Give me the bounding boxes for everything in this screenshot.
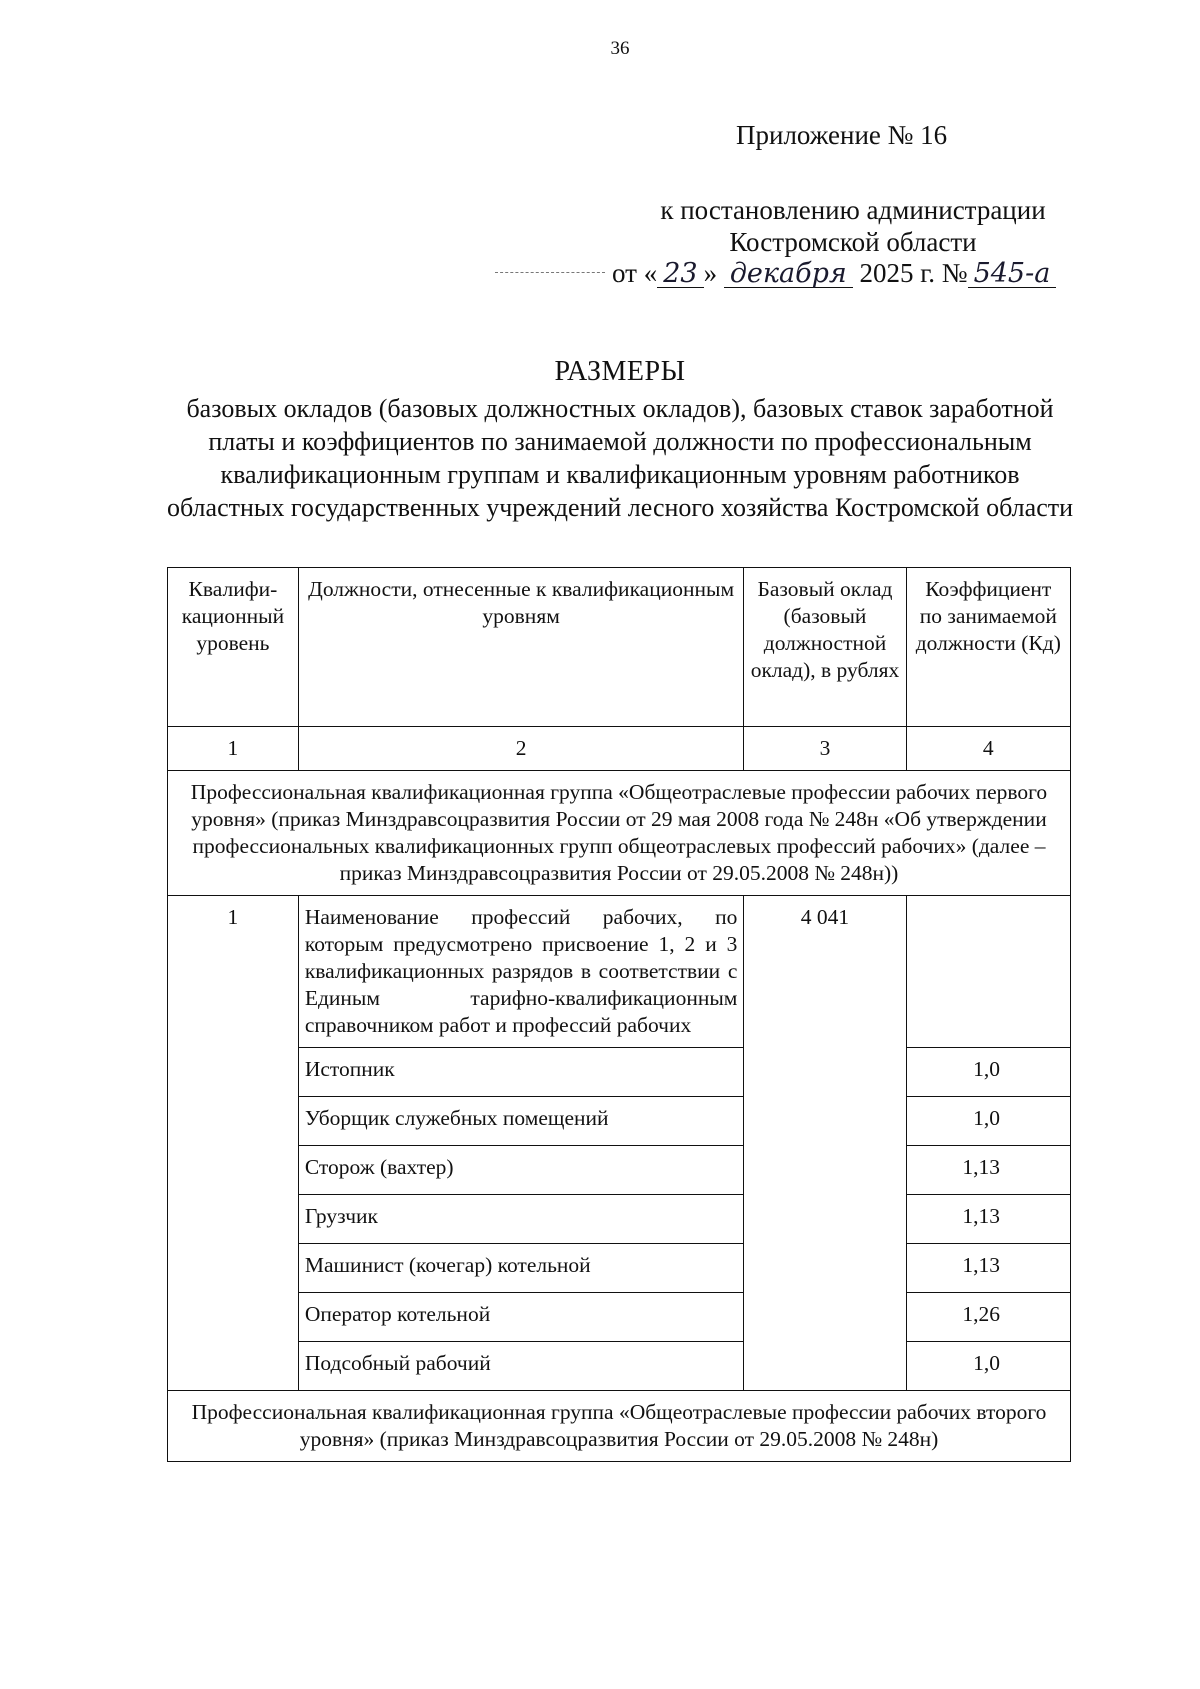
resolution-line-2: Костромской области xyxy=(729,227,977,257)
profession-name: Уборщик служебных помещений xyxy=(298,1097,744,1146)
table-row xyxy=(168,1195,1071,1244)
profession-coefficient: 1,0 xyxy=(906,1097,1070,1146)
table-row xyxy=(168,1146,1071,1195)
profession-coefficient: 1,13 xyxy=(906,1244,1070,1293)
profession-name: Оператор котельной xyxy=(298,1293,744,1342)
doc-number-handwritten: 545-а xyxy=(968,261,1057,288)
profession-coefficient: 1,0 xyxy=(906,1342,1070,1391)
profession-coefficient: 1,13 xyxy=(906,1146,1070,1195)
level-row xyxy=(168,896,1071,1048)
group-heading-row xyxy=(168,771,1071,896)
profession-name: Машинист (кочегар) котельной xyxy=(298,1244,744,1293)
profession-name: Сторож (вахтер) xyxy=(298,1146,744,1195)
document-subtitle: базовых окладов (базовых должностных окладов), базовых ставок заработной платы и коэффициентов по занимаемой должности по профессиональным квалификационным группам и квалификационным уровням работников областных государственных учреждений лесного хозяйства Костромской области xyxy=(166,394,1074,522)
profession-name: Подсобный рабочий xyxy=(298,1342,744,1391)
header-positions: Должности, отнесенные к квалификационным уровням xyxy=(298,568,744,727)
group-heading-row xyxy=(168,1391,1071,1462)
date-year: 2025 г. № xyxy=(859,258,968,288)
header-qualification-level: Квалифи-кационный уровень xyxy=(168,568,299,727)
group-1-heading: Профессиональная квалификационная группа «Общеотраслевые профессии рабочих первого уровня» (приказ Минздравсоцразвития России от 29 мая 2008 года № 248н «Об утверждении профессиональных квалификационных групп общеотраслевых профессий рабочих» (далее – приказ Минздравсоцразвития России от 29.05.2008 № 248н)) xyxy=(168,771,1071,896)
date-mid: » xyxy=(703,258,718,288)
table-header-row xyxy=(168,568,1071,727)
date-day-handwritten: 23 xyxy=(657,261,703,288)
column-number-row xyxy=(168,727,1071,771)
column-number: 2 xyxy=(298,727,744,771)
document-title: РАЗМЕРЫ xyxy=(554,356,686,387)
date-prefix: от « xyxy=(612,258,658,288)
column-number: 3 xyxy=(744,727,906,771)
level-description: Наименование профессий рабочих, по которым предусмотрено присвоение 1, 2 и 3 квалификационных разрядов в соответствии с Единым тарифно-квалификационным справочником работ и профессий рабочих xyxy=(298,896,744,1048)
header-base-salary: Базовый оклад (базовый должностной оклад), в рублях xyxy=(744,568,906,727)
profession-name: Истопник xyxy=(298,1048,744,1097)
decorative-dash xyxy=(495,272,605,273)
level-number: 1 xyxy=(168,896,299,1391)
table-row xyxy=(168,1342,1071,1391)
profession-coefficient: 1,26 xyxy=(906,1293,1070,1342)
resolution-reference xyxy=(618,194,1088,258)
table-row xyxy=(168,1293,1071,1342)
profession-coefficient: 1,13 xyxy=(906,1195,1070,1244)
base-salary-value: 4 041 xyxy=(744,896,906,1391)
table-row xyxy=(168,1244,1071,1293)
profession-coefficient: 1,0 xyxy=(906,1048,1070,1097)
column-number: 1 xyxy=(168,727,299,771)
resolution-line-1: к постановлению администрации xyxy=(660,195,1046,225)
table-row xyxy=(168,1048,1071,1097)
group-2-heading: Профессиональная квалификационная группа «Общеотраслевые профессии рабочих второго уровня» (приказ Минздравсоцразвития России от 29.05.2008 № 248н) xyxy=(168,1391,1071,1462)
header-coefficient: Коэффициент по занимаемой должности (Кд) xyxy=(906,568,1070,727)
column-number: 4 xyxy=(906,727,1070,771)
coefficient-empty xyxy=(906,896,1070,1048)
date-month-handwritten: декабря xyxy=(724,261,853,288)
salary-table xyxy=(167,567,1071,1462)
appendix-title: Приложение № 16 xyxy=(736,120,948,150)
table-row xyxy=(168,1097,1071,1146)
resolution-date-line xyxy=(612,258,1056,289)
page-number: 36 xyxy=(610,38,630,59)
profession-name: Грузчик xyxy=(298,1195,744,1244)
